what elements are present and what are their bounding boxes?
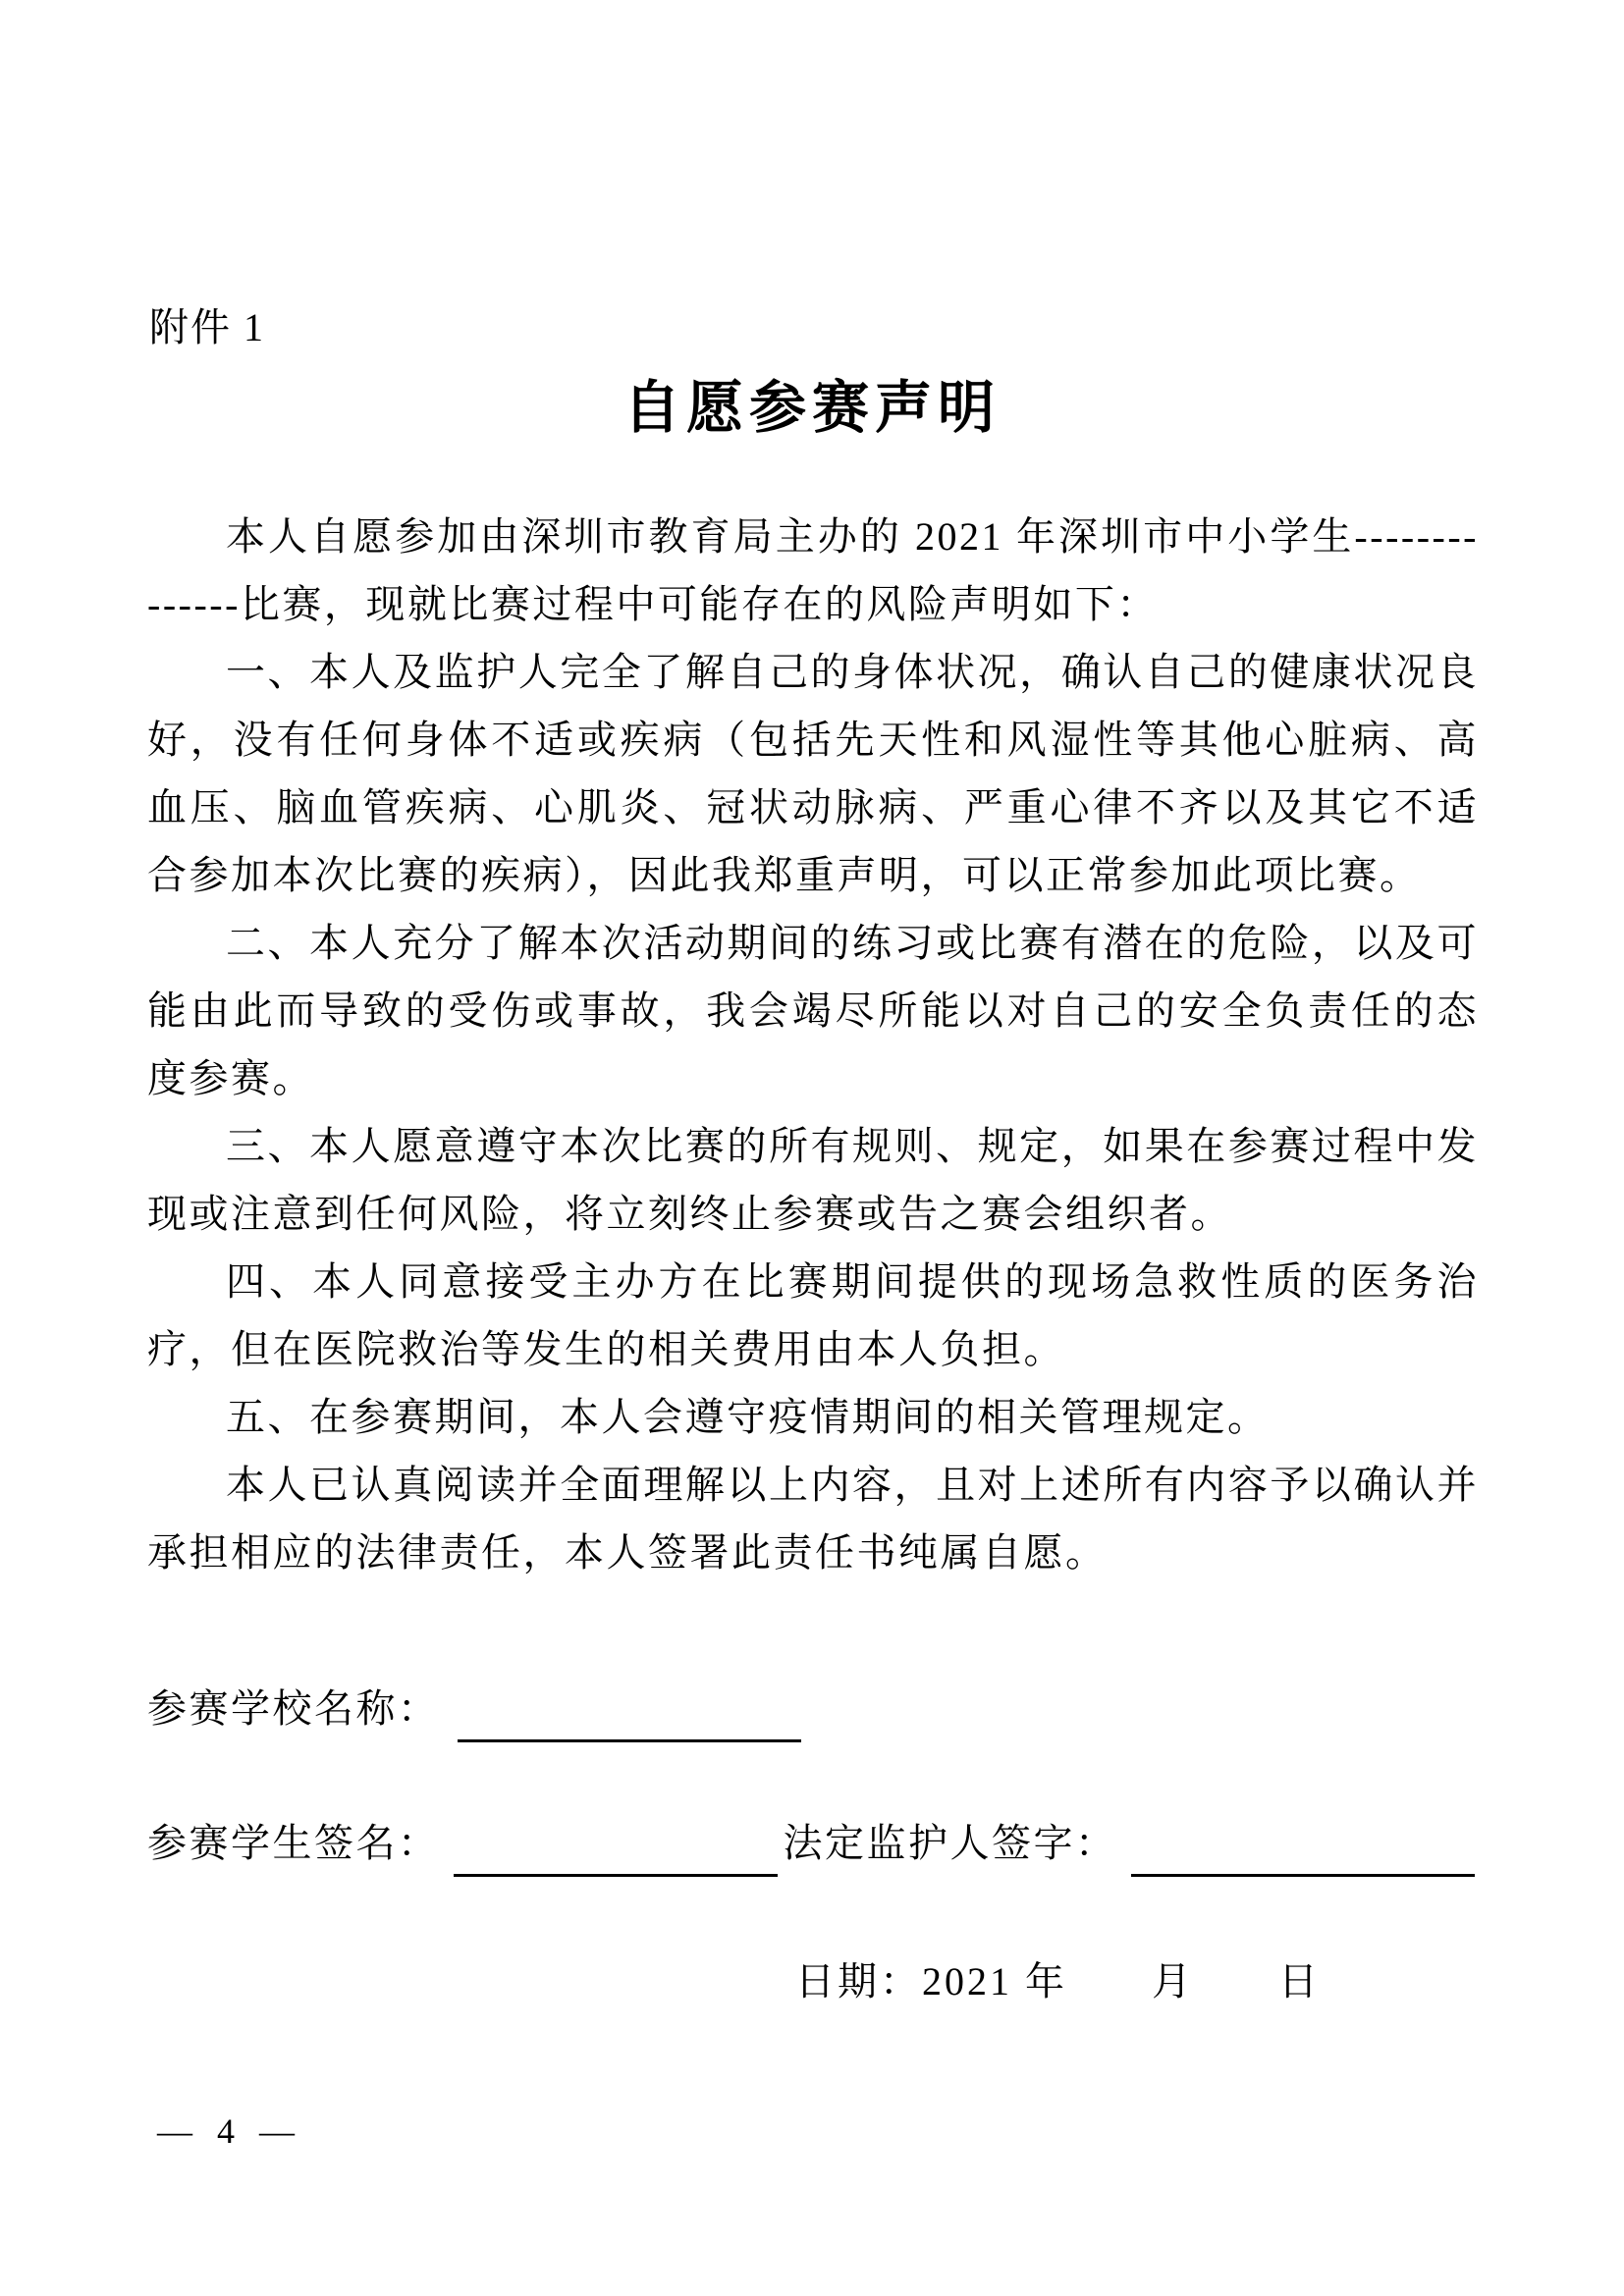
- document-title: 自愿参赛声明: [623, 376, 1001, 440]
- paragraph-clause-5: 五、在参赛期间，本人会遵守疫情期间的相关管理规定。: [226, 1395, 1270, 1439]
- school-name-line: [147, 1675, 1479, 1742]
- paragraph-clause-1: 一、本人及监护人完全了解自己的身体状况，确认自己的健康状况良好，没有任何身体不适或疾病（包括先天性和风湿性等其他心脏病、高血压、脑血管疾病、心肌炎、冠状动脉病、严重心律不齐以及其它不适合参加本次比赛的疾病），因此我郑重声明，可以正常参加此项比赛。: [147, 650, 1479, 897]
- school-name-blank: [458, 1698, 801, 1742]
- document-body: [147, 503, 1479, 2015]
- school-name-label: 参赛学校名称：: [147, 1686, 440, 1731]
- student-signature-blank: [454, 1833, 778, 1877]
- paragraph-confirmation: 本人已认真阅读并全面理解以上内容，且对上述所有内容予以确认并承担相应的法律责任，本人签署此责任书纯属自愿。: [147, 1463, 1479, 1575]
- signature-line: [147, 1809, 1479, 1877]
- student-signature-label: 参赛学生签名：: [147, 1821, 440, 1865]
- page-number: — 4 —: [157, 2111, 302, 2151]
- paragraph-clause-2: 二、本人充分了解本次活动期间的练习或比赛有潜在的危险，以及可能由此而导致的受伤或事故，我会竭尽所能以对自己的安全负责任的态度参赛。: [147, 921, 1479, 1100]
- paragraph-clause-3: 三、本人愿意遵守本次比赛的所有规则、规定，如果在参赛过程中发现或注意到任何风险，将立刻终止参赛或告之赛会组织者。: [147, 1124, 1479, 1236]
- paragraph-clause-4: 四、本人同意接受主办方在比赛期间提供的现场急救性质的医务治疗，但在医院救治等发生的相关费用由本人负担。: [147, 1259, 1479, 1371]
- date-line: 日期：2021 年 月 日: [795, 1959, 1321, 2003]
- guardian-signature-blank: [1131, 1833, 1475, 1877]
- attachment-label: 附件 1: [149, 305, 265, 349]
- paragraph-intro: 本人自愿参加由深圳市教育局主办的 2021 年深圳市中小学生--------------比赛，现就比赛过程中可能存在的风险声明如下：: [147, 514, 1479, 626]
- guardian-signature-label: 法定监护人签字：: [783, 1821, 1117, 1865]
